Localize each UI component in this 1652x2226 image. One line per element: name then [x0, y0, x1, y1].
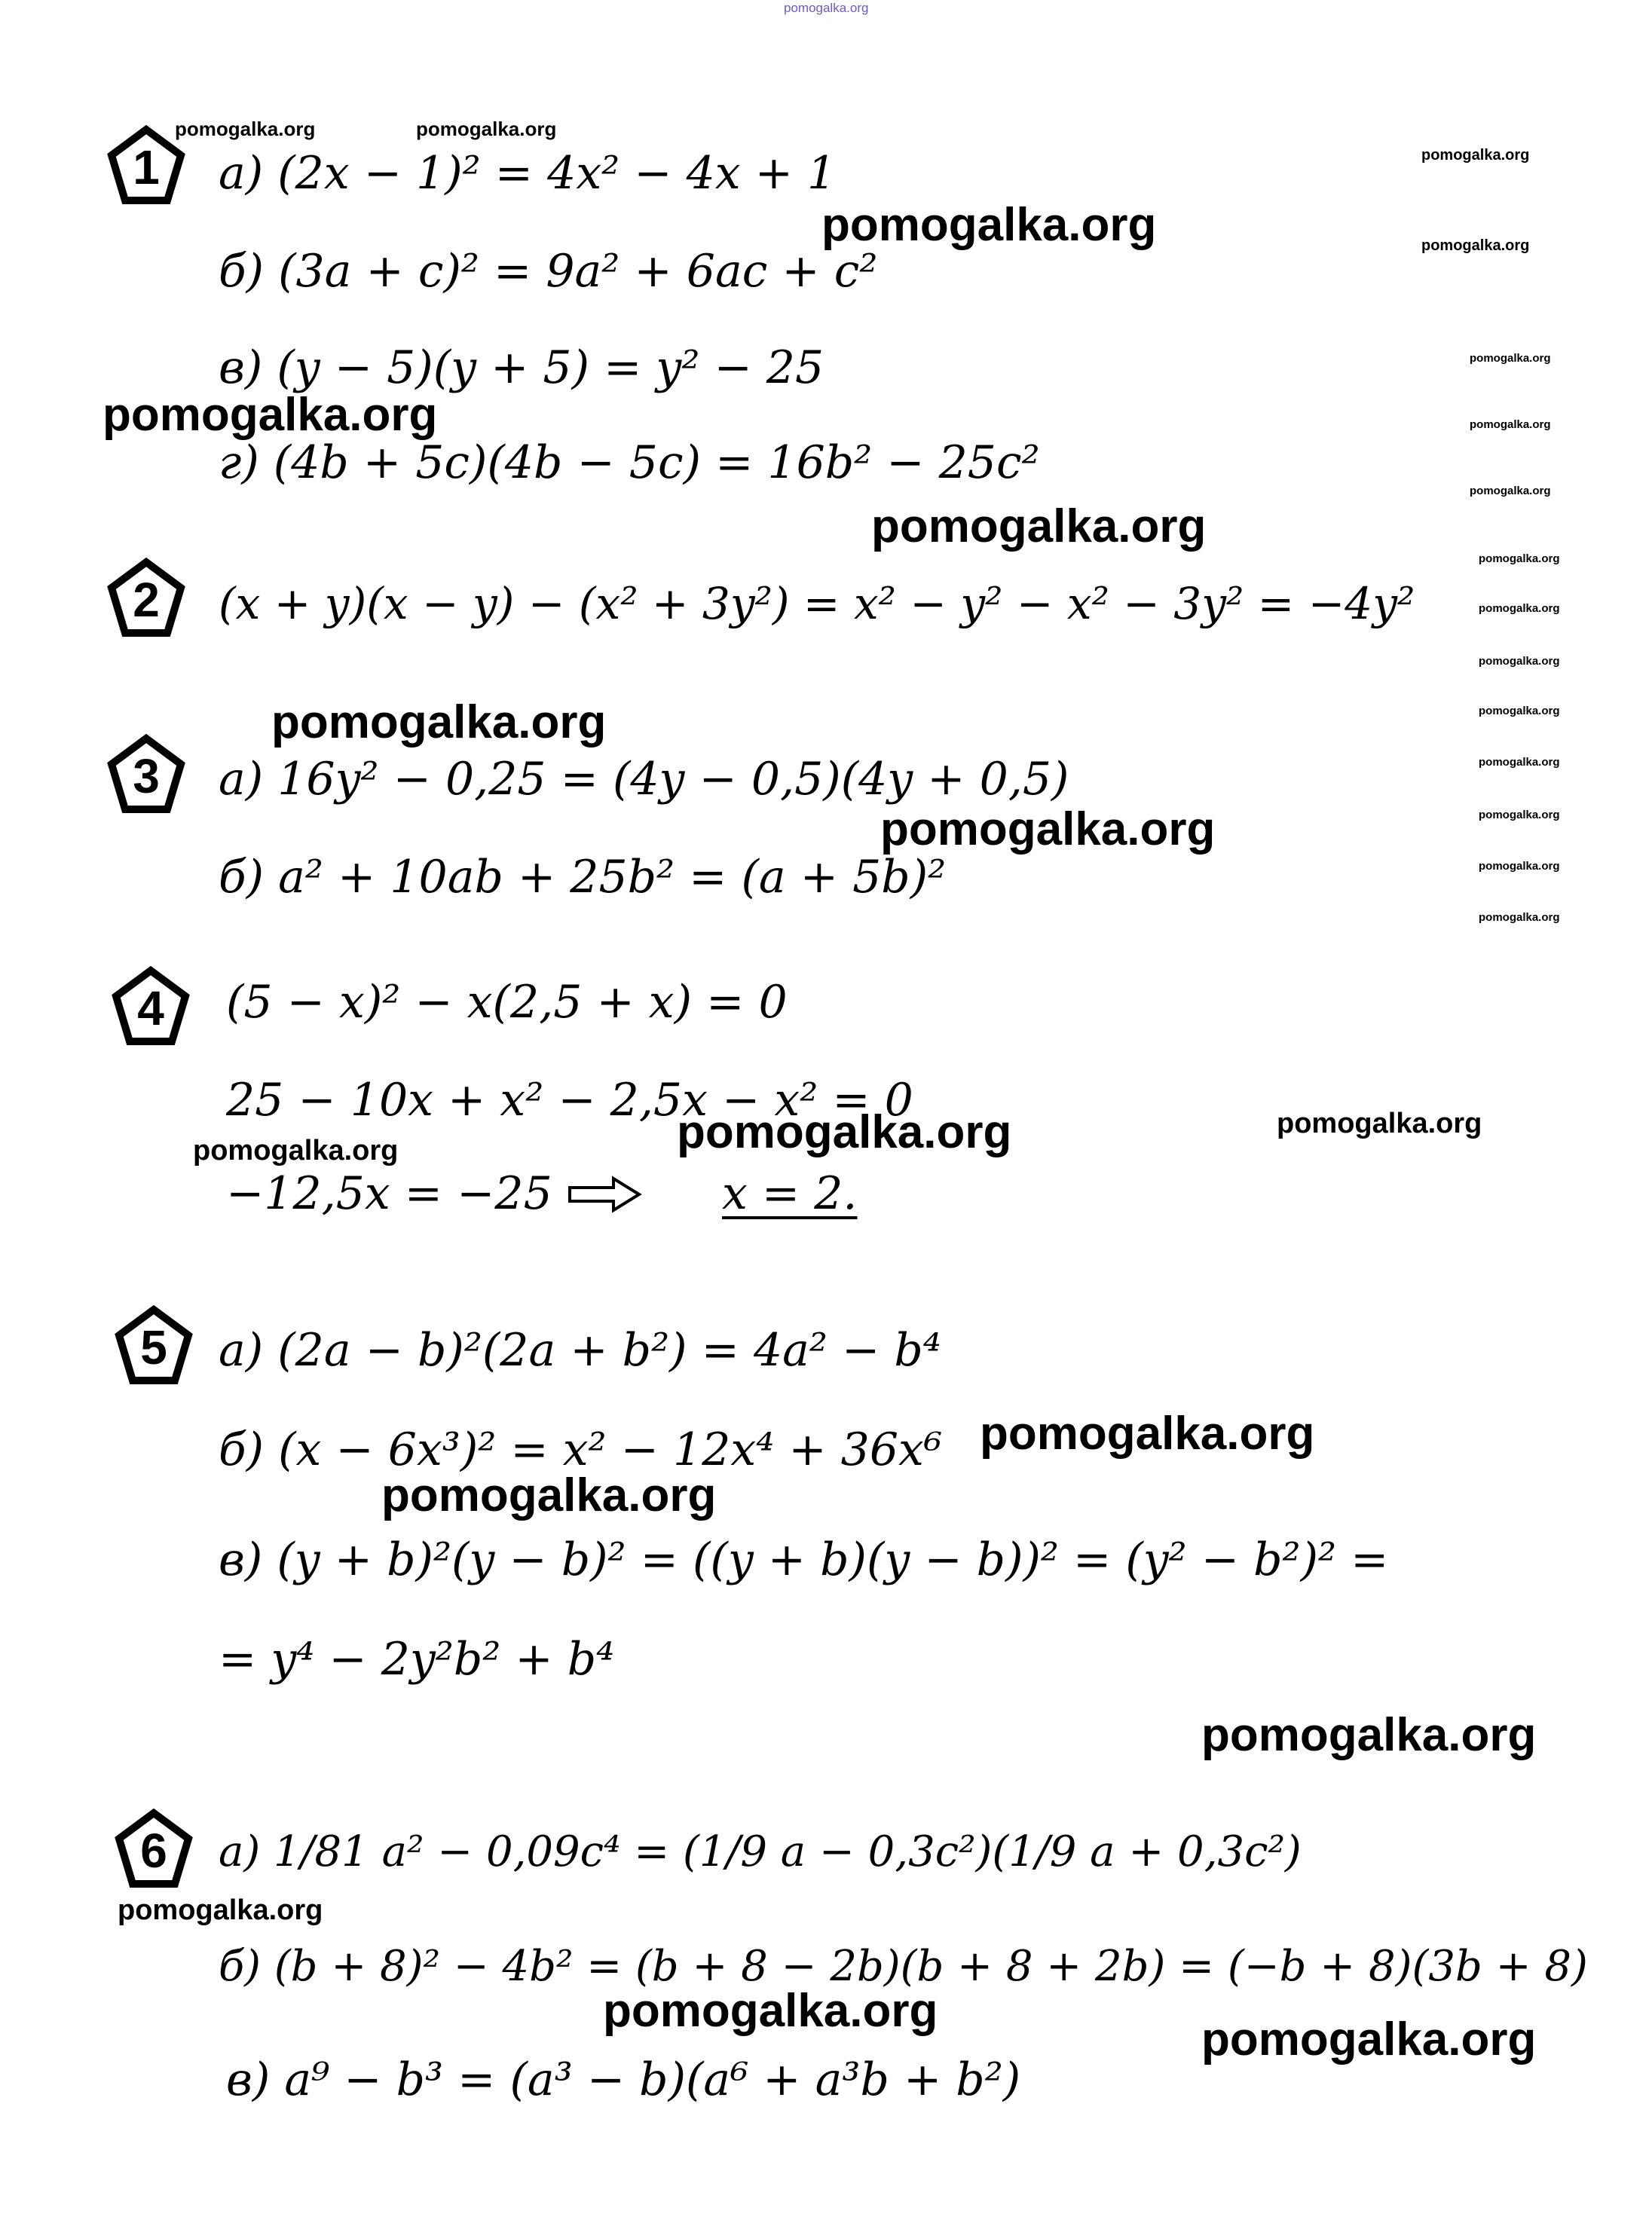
- watermark: pomogalka.org: [880, 803, 1216, 855]
- watermark: pomogalka.org: [1479, 911, 1560, 924]
- watermark: pomogalka.org: [1479, 860, 1560, 873]
- watermark: pomogalka.org: [271, 696, 607, 748]
- task-number-badge: 4: [112, 966, 190, 1046]
- watermark: pomogalka.org: [1479, 809, 1560, 821]
- watermark: pomogalka.org: [1201, 1709, 1537, 1761]
- watermark: pomogalka.org: [175, 118, 316, 140]
- watermark: pomogalka.org: [871, 500, 1207, 552]
- task-number-badge: 1: [107, 125, 185, 205]
- equation-line: в) (y + b)²(y − b)² = ((y + b)(y − b))² = (y² − b²)² =: [219, 1533, 1389, 1586]
- watermark: pomogalka.org: [980, 1408, 1315, 1460]
- task-number-badge: 5: [115, 1305, 193, 1385]
- watermark: pomogalka.org: [1421, 237, 1530, 254]
- watermark: pomogalka.org: [1421, 147, 1530, 164]
- equation-line: а) (2a − b)²(2a + b²) = 4a² − b⁴: [219, 1324, 941, 1377]
- watermark: pomogalka.org: [1277, 1108, 1482, 1139]
- watermark: pomogalka.org: [1479, 756, 1560, 769]
- watermark: pomogalka.org: [102, 389, 438, 441]
- watermark: pomogalka.org: [1470, 352, 1551, 365]
- watermark: pomogalka.org: [1479, 602, 1560, 615]
- watermark: pomogalka.org: [677, 1106, 1012, 1158]
- watermark: pomogalka.org: [193, 1135, 399, 1167]
- equation-line: в) a⁹ − b³ = (a³ − b)(a⁶ + a³b + b²): [226, 2053, 1021, 2106]
- watermark: pomogalka.org: [1201, 2013, 1537, 2065]
- watermark: pomogalka.org: [603, 1985, 938, 2037]
- equation-line: а) 16y² − 0,25 = (4y − 0,5)(4y + 0,5): [219, 753, 1069, 806]
- equation-line: б) a² + 10ab + 25b² = (a + 5b)²: [219, 851, 947, 904]
- watermark: pomogalka.org: [118, 1894, 323, 1926]
- watermark: pomogalka.org: [1479, 705, 1560, 717]
- watermark: pomogalka.org: [1479, 552, 1560, 565]
- equation-line: а) (2x − 1)² = 4x² − 4x + 1: [219, 147, 837, 200]
- watermark: pomogalka.org: [381, 1469, 717, 1521]
- equation-line: г) (4b + 5c)(4b − 5c) = 16b² − 25c²: [219, 436, 1040, 489]
- watermark: pomogalka.org: [821, 199, 1157, 251]
- equation-line: а) 1/81 a² − 0,09c⁴ = (1/9 a − 0,3c²)(1/9 a + 0,3c²): [219, 1827, 1302, 1876]
- task-number-badge: 6: [115, 1809, 193, 1888]
- implies-arrow-icon: [567, 1176, 642, 1213]
- watermark: pomogalka.org: [1470, 418, 1551, 431]
- equation-line: 25 − 10x + x² − 2,5x − x² = 0: [226, 1074, 913, 1127]
- equation-line: б) (x − 6x³)² = x² − 12x⁴ + 36x⁶: [219, 1423, 942, 1476]
- equation-line: = y⁴ − 2y²b² + b⁴: [219, 1633, 615, 1686]
- equation-answer: x = 2.: [722, 1167, 858, 1220]
- equation-line: (5 − x)² − x(2,5 + x) = 0: [226, 976, 788, 1029]
- equation-line: б) (3a + c)² = 9a² + 6ac + c²: [219, 245, 878, 298]
- watermark: pomogalka.org: [416, 118, 557, 140]
- task-number-badge: 3: [107, 734, 185, 814]
- watermark: pomogalka.org: [1470, 485, 1551, 497]
- equation-line: в) (y − 5)(y + 5) = y² − 25: [219, 341, 824, 394]
- watermark: pomogalka.org: [784, 1, 869, 15]
- equation-line: −12,5x = −25: [226, 1167, 552, 1220]
- equation-line: б) (b + 8)² − 4b² = (b + 8 − 2b)(b + 8 + 2b) = (−b + 8)(3b + 8): [219, 1942, 1588, 1991]
- equation-line: (x + y)(x − y) − (x² + 3y²) = x² − y² − x² − 3y² = −4y²: [219, 578, 1415, 629]
- task-number-badge: 2: [107, 558, 185, 638]
- watermark: pomogalka.org: [1479, 655, 1560, 668]
